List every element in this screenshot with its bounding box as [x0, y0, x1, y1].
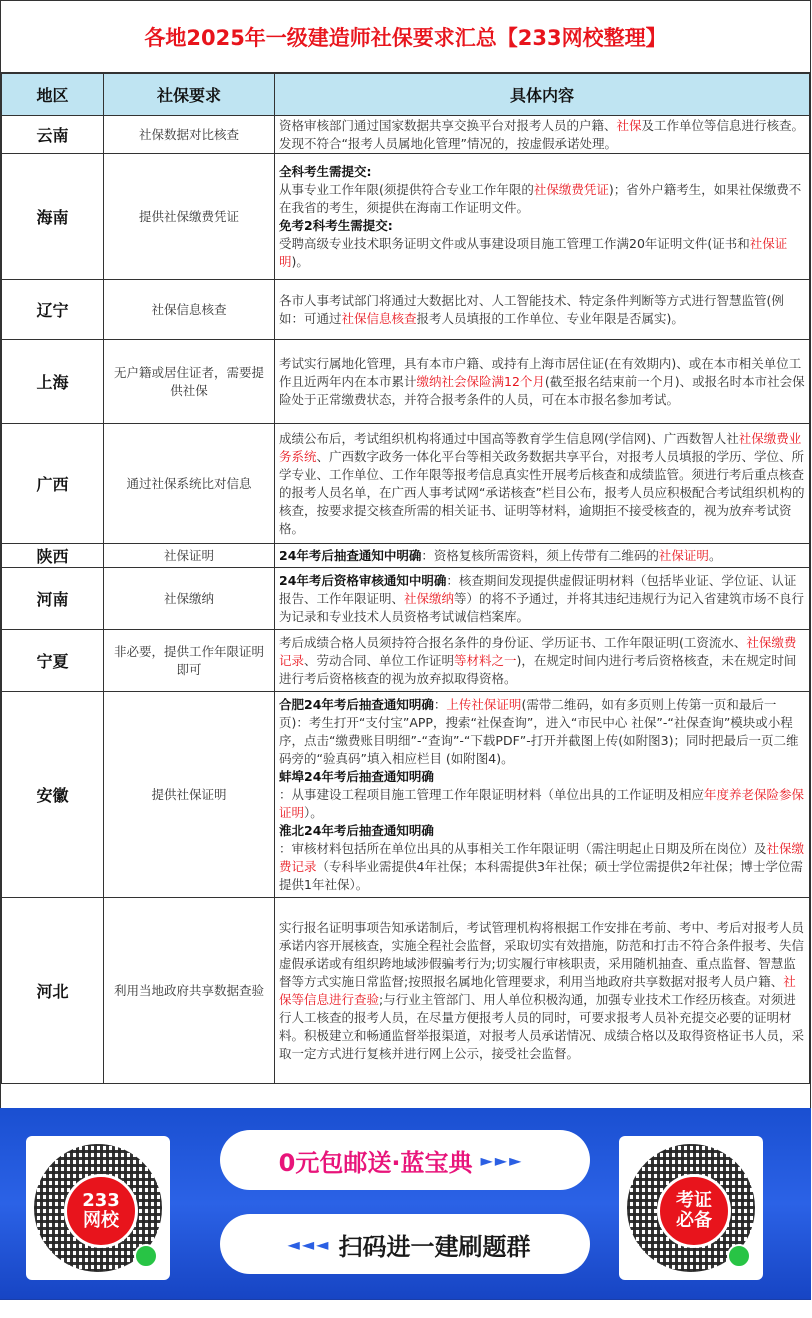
details-cell — [275, 692, 810, 898]
arrow-left-icon: ◄◄◄ — [287, 1234, 331, 1254]
details-cell — [275, 544, 810, 568]
details-cell — [275, 630, 810, 692]
details-cell — [275, 568, 810, 630]
arrow-right-icon: ►►► — [480, 1150, 524, 1170]
table-row — [2, 154, 810, 280]
group-text: 扫码进一建刷题群 — [338, 1232, 531, 1261]
detail-text: 从事专业工作年限(须提供符合专业工作年限的 — [279, 181, 534, 197]
detail-text: 考试实行属地化管理，具有本市户籍、或持有上海市居住证(在有效期内)、或在本市相关单位工作且近两年内在本市累计 — [279, 355, 802, 389]
notice-heading: 24年考后资格审核通知中明确 — [279, 572, 447, 588]
detail-text: ：审核材料包括所在单位出具的从事相关工作年限证明（需注明起止日期及所在岗位）及 — [279, 840, 767, 856]
region-cell: 陕西 — [2, 544, 104, 568]
requirement-cell: 社保证明 — [104, 544, 275, 568]
header-details: 具体内容 — [275, 74, 810, 116]
detail-text: 资格审核部门通过国家数据共享交换平台对报考人员的户籍、 — [279, 117, 617, 133]
promo-banner[interactable] — [0, 1108, 811, 1300]
detail-text: )。 — [291, 253, 309, 269]
highlight-text: 社保缴纳 — [404, 590, 455, 606]
detail-text: ）。 — [304, 804, 323, 820]
table-body — [2, 116, 810, 1084]
detail-text: )，在规定时间内进行考后资格核查，未在规定时间进行考后资格核查的视为放弃拟取得资格。 — [279, 652, 797, 686]
details-cell — [275, 340, 810, 424]
table-row — [2, 630, 810, 692]
wechat-icon — [134, 1244, 158, 1268]
detail-text: 实行报名证明事项告知承诺制后，考试管理机构将根据工作安排在考前、考中、考后对报考人员承诺内容开展核查，实施全程社会监督，采取切实有效措施，防范和打击不符合条件报考、失信虚假承诺或有组织跨地域涉假骗考行为;切实履行审核职责，采用随机抽查、重点监督、智慧监督等方式实施日常监督;按照报名属地化管理要求，利用当地政府共享数据对报考人员户籍、 — [279, 919, 805, 989]
requirement-cell: 利用当地政府共享数据查验 — [104, 898, 275, 1084]
detail-text: 。 — [708, 547, 722, 563]
detail-text: ： — [433, 696, 447, 712]
header-region: 地区 — [2, 74, 104, 116]
notice-heading: 24年考后抽查通知中明确 — [279, 547, 422, 563]
detail-text: 及工作单位等信息进行核查。发现不符合“报考人员属地化管理”情况的，按虚假承诺处理。 — [279, 117, 805, 151]
highlight-text: 社保缴费记录 — [279, 840, 805, 874]
region-cell: 海南 — [2, 154, 104, 280]
qr-left-logo — [64, 1174, 138, 1248]
notice-heading: 免考2科考生需提交: — [279, 217, 393, 233]
highlight-text: 社保等信息进行查验 — [279, 973, 796, 1007]
promo-button[interactable] — [220, 1130, 590, 1190]
detail-text: 、劳动合同、单位工作证明 — [304, 652, 455, 668]
detail-text: 、广西数字政务一体化平台等相关政务数据共享平台，对报考人员填报的学历、学位、所学专业、工作单位、工作年限等报考信息真实性开展考后核查和成绩监管。须进行考后重点核查的报考人员名单，在广西人事考试网“承诺核查”栏目公布，报考人员应积极配合考试组织机构的核查，按要求提交核查所需的相关证书、证明等材料，逾期拒不接受核查的，视为放弃考试资格。 — [279, 448, 805, 536]
detail-text: ;与行业主管部门、用人单位积极沟通，加强专业技术工作经历核查。对须进行人工核查的报考人员，在尽量方便报考人员的同时，可要求报考人员补充提交必要的证明材料。积极建立和畅通监督举报渠道，对报考人员承诺情况、成绩合格以及取得资格证书人员，采取一定方式进行复核并进行网上公示，接受社会监督。 — [279, 991, 805, 1061]
requirement-cell: 社保信息核查 — [104, 280, 275, 340]
detail-text: (截至报名结束前一个月)、或报名时本市社会保险处于正常缴费状态，并符合报考条件的人员，可在本市报名参加考试。 — [279, 373, 805, 407]
detail-text: 等）的将不予通过，并将其违纪违规行为记入省建筑市场不良行为记录和专业技术人员资格考试诚信档案库。 — [279, 590, 805, 624]
detail-text: 成绩公布后，考试组织机构将通过中国高等教育学生信息网(学信网)、广西数智人社 — [279, 430, 739, 446]
notice-heading: 蚌埠24年考后抽查通知明确 — [279, 768, 434, 784]
region-cell: 河南 — [2, 568, 104, 630]
detail-text: 受聘高级专业技术职务证明文件或从事建设项目施工管理工作满20年证明文件(证书和 — [279, 235, 750, 251]
promo-text: 0元包邮送·蓝宝典 — [278, 1148, 473, 1177]
notice-heading: 淮北24年考后抽查通知明确 — [279, 822, 434, 838]
highlight-text: 社保 — [616, 117, 642, 133]
highlight-text: 等材料之一 — [454, 652, 517, 668]
requirement-cell: 社保数据对比核查 — [104, 116, 275, 154]
highlight-text: 上传社保证明 — [446, 696, 522, 712]
table-row — [2, 340, 810, 424]
notice-heading: 全科考生需提交: — [279, 163, 372, 179]
requirement-cell: 提供社保证明 — [104, 692, 275, 898]
detail-text: )；省外户籍考生，如果社保缴费不在我省的考生，须提供在海南工作证明文件。 — [279, 181, 802, 215]
detail-text: （专科毕业需提供4年社保；本科需提供3年社保；硕士学位需提供2年社保；博士学位需提供1年社保）。 — [279, 858, 803, 892]
region-cell: 辽宁 — [2, 280, 104, 340]
region-cell: 云南 — [2, 116, 104, 154]
detail-text: ：核查期间发现提供虚假证明材料（包括毕业证、学位证、认证报告、工作年限证明、 — [279, 572, 797, 606]
qr-code-right[interactable] — [619, 1136, 763, 1280]
highlight-text: 社保缴费记录 — [279, 634, 797, 668]
highlight-text: 社保缴费业务系统 — [279, 430, 802, 464]
detail-text: ：从事建设工程项目施工管理工作年限证明材料（单位出具的工作证明及相应 — [279, 786, 705, 802]
detail-text: (需带二维码，如有多页则上传第一页和最后一页)：考生打开“支付宝”APP，搜索“社保查询”，进入“市民中心 社保”-“社保查询”模块或小程序，点击“缴费账目明细”-“查询”-“下载PDF”-打开并截图上传(如附图3)；同时把最后一页二维码旁的“验真码”填入相应栏目 (如附图4)。 — [279, 696, 799, 766]
detail-text: 报考人员填报的工作单位、专业年限是否属实)。 — [416, 310, 684, 326]
highlight-text: 年度养老保险参保证明 — [279, 786, 805, 820]
requirement-cell: 社保缴纳 — [104, 568, 275, 630]
table-row — [2, 280, 810, 340]
table-header-row — [2, 74, 810, 116]
details-cell — [275, 424, 810, 544]
table-row — [2, 116, 810, 154]
requirement-cell: 非必要，提供工作年限证明即可 — [104, 630, 275, 692]
page-title: 各地2025年一级建造师社保要求汇总【233网校整理】 — [1, 0, 810, 73]
detail-text: 各市人事考试部门将通过大数据比对、人工智能技术、特定条件判断等方式进行智慧监管(例如：可通过 — [279, 292, 784, 326]
wechat-icon — [727, 1244, 751, 1268]
qr-code-left[interactable] — [26, 1136, 170, 1280]
details-cell — [275, 898, 810, 1084]
table-row — [2, 898, 810, 1084]
details-cell — [275, 280, 810, 340]
highlight-text: 缴纳社会保险满12个月 — [416, 373, 545, 389]
qr-logo-text: 考证 必备 — [676, 1190, 712, 1231]
region-cell: 安徽 — [2, 692, 104, 898]
requirement-cell: 无户籍或居住证者，需要提供社保 — [104, 340, 275, 424]
requirement-cell: 提供社保缴费凭证 — [104, 154, 275, 280]
highlight-text: 社保信息核查 — [341, 310, 417, 326]
qr-logo-text: 233 网校 — [82, 1190, 120, 1231]
notice-heading: 合肥24年考后抽查通知明确 — [279, 696, 434, 712]
highlight-text: 社保缴费凭证 — [533, 181, 609, 197]
region-cell: 上海 — [2, 340, 104, 424]
table-row — [2, 544, 810, 568]
header-requirement: 社保要求 — [104, 74, 275, 116]
region-cell: 广西 — [2, 424, 104, 544]
table-row — [2, 692, 810, 898]
requirement-cell: 通过社保系统比对信息 — [104, 424, 275, 544]
details-cell — [275, 116, 810, 154]
detail-text: 考后成绩合格人员须持符合报名条件的身份证、学历证书、工作年限证明(工资流水、 — [279, 634, 747, 650]
table-row — [2, 568, 810, 630]
highlight-text: 社保证明 — [279, 235, 788, 269]
highlight-text: 社保证明 — [658, 547, 709, 563]
join-group-button[interactable] — [220, 1214, 590, 1274]
region-cell: 河北 — [2, 898, 104, 1084]
table-row — [2, 424, 810, 544]
policy-table — [1, 73, 810, 1084]
details-cell — [275, 154, 810, 280]
detail-text: ：资格复核所需资料，须上传带有二维码的 — [421, 547, 659, 563]
region-cell: 宁夏 — [2, 630, 104, 692]
qr-right-logo — [657, 1174, 731, 1248]
